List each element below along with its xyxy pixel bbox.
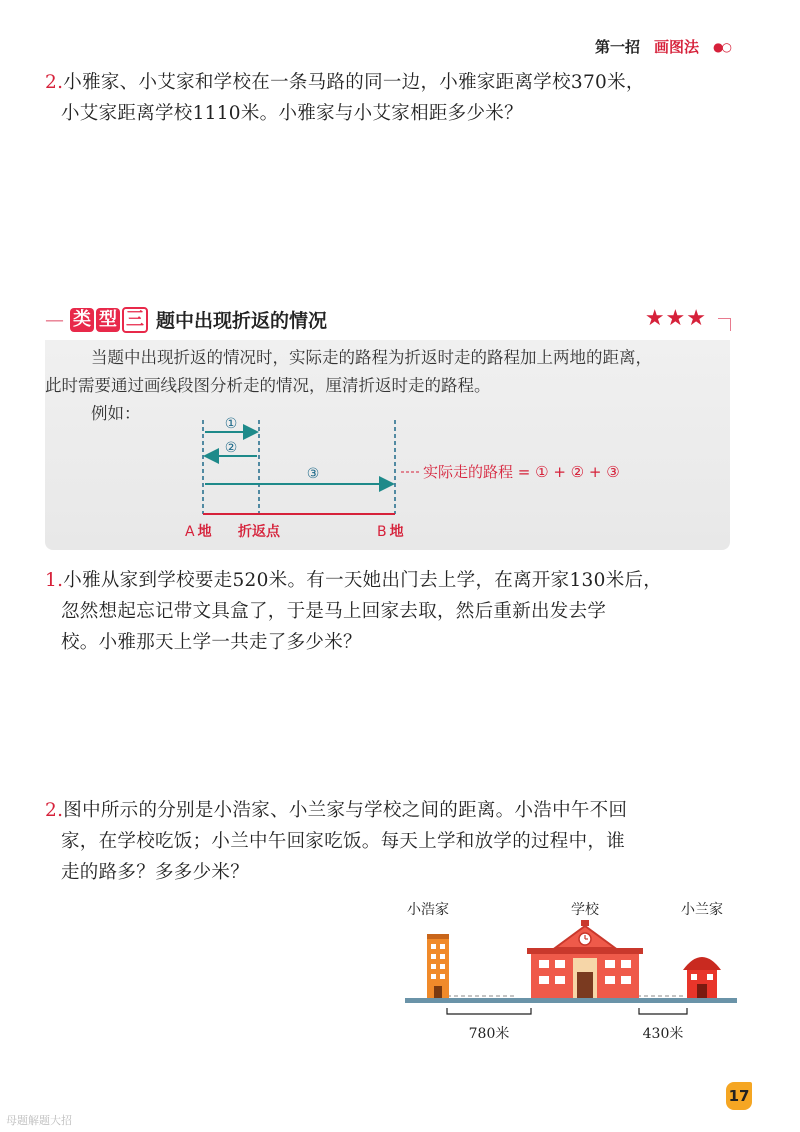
- type-tag-1: 类: [70, 308, 94, 332]
- question-1-number: 1.: [45, 570, 64, 591]
- road: [405, 998, 737, 1003]
- page-header: [595, 36, 730, 57]
- distance-left: 780米: [468, 1026, 510, 1042]
- segment-diagram-svg: [175, 412, 715, 542]
- label-b: B 地: [377, 524, 404, 540]
- question-2: [45, 795, 735, 888]
- label-turn: 折返点: [238, 524, 280, 540]
- question-1: [45, 565, 735, 658]
- type-tag-2: 型: [96, 308, 120, 332]
- question-2-line3: 走的路多？多多少米？: [61, 862, 250, 883]
- segment-1-label: ①: [224, 416, 238, 432]
- question-1-line3: 校。小雅那天上学一共走了多少米？: [61, 632, 362, 653]
- bracket-left: [447, 1008, 531, 1014]
- method-label: 画图法: [654, 38, 700, 56]
- question-top-line1: 2.小雅家、小艾家和学校在一条马路的同一边，小雅家距离学校370米，: [45, 72, 645, 93]
- question-top: [45, 67, 735, 129]
- question-1-line2: 忽然想起忘记带文具盒了，于是马上回家去取，然后重新出发去学: [61, 601, 607, 622]
- watermark: 母题解题大招: [6, 1114, 72, 1127]
- segment-diagram: [175, 412, 715, 546]
- question-2-line2: 家，在学校吃饭；小兰中午回家吃饭。每天上学和放学的过程中，谁: [61, 831, 626, 852]
- question-top-line2: 小艾家距离学校1110米。小雅家与小艾家相距多少米？: [61, 103, 523, 124]
- segment-3-label: ③: [306, 466, 320, 482]
- distance-scene: [405, 892, 745, 1056]
- distance-right: 430米: [642, 1026, 684, 1042]
- question-1-line1: 1.小雅从家到学校要走520米。有一天她出门去上学，在离开家130米后，: [45, 570, 663, 591]
- type-tag-3: 三: [122, 307, 148, 333]
- label-a: A 地: [185, 524, 212, 540]
- segment-2-label: ②: [224, 440, 238, 456]
- haohome-building-icon: [427, 934, 449, 998]
- type-title: — 类 型 三 题中出现折返的情况: [45, 306, 327, 333]
- school-building-icon: [527, 920, 643, 998]
- question-2-line1: 2.图中所示的分别是小浩家、小兰家与学校之间的距离。小浩中午不回: [45, 800, 628, 821]
- page-number: 17: [726, 1082, 752, 1110]
- label-haohome: 小浩家: [407, 902, 449, 918]
- lanhome-building-icon: [683, 957, 721, 998]
- example-label: 例如：: [91, 404, 141, 423]
- label-lanhome: 小兰家: [681, 902, 723, 918]
- header-dots-icon: ●○: [713, 39, 730, 54]
- formula-text: 实际走的路程 = ① + ② + ③: [423, 463, 620, 481]
- type-title-text: 题中出现折返的情况: [156, 310, 328, 332]
- type-desc-line2: 此时需要通过画线段图分析走的情况，厘清折返时走的路程。: [45, 376, 491, 395]
- difficulty-stars-icon: ★★★: [644, 306, 707, 331]
- question-2-number: 2.: [45, 800, 64, 821]
- chapter-label: 第一招: [595, 38, 641, 56]
- question-top-number: 2.: [45, 72, 64, 93]
- bracket-right: [639, 1008, 687, 1014]
- corner-decoration: [718, 318, 731, 331]
- type-desc-line1: 当题中出现折返的情况时，实际走的路程为折返时走的路程加上两地的距离，: [91, 348, 652, 367]
- label-school: 学校: [571, 902, 599, 918]
- distance-scene-svg: [405, 892, 745, 1052]
